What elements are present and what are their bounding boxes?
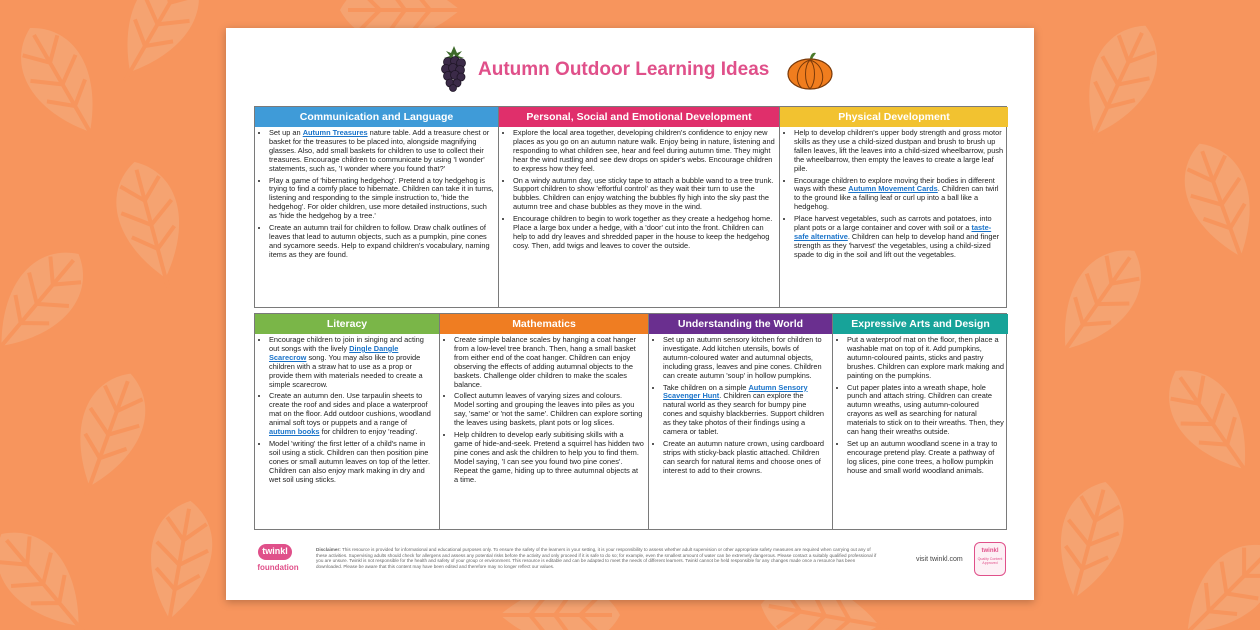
blackberry-icon bbox=[438, 44, 470, 92]
list-item: • Collect autumn leaves of varying sizes and colours. Model sorting and grouping the leaves into piles as you say, 'same' or 'not the same'. Children can explore sorting the leaves using baskets, plant pots or log slices. bbox=[454, 392, 644, 428]
area-heading: Mathematics bbox=[440, 314, 648, 334]
autumn-treasures-link[interactable]: Autumn Treasures bbox=[302, 128, 368, 137]
page-title: Autumn Outdoor Learning Ideas bbox=[478, 59, 770, 80]
autumn-scavenger-hunt-link[interactable]: Autumn Sensory Scavenger Hunt bbox=[663, 382, 808, 401]
list-item: • Encourage children to begin to work together as they create a hedgehog home. Place a large box under a hedge, with a 'door' cut into the front. Children can help to add dry leaves and shredded paper in the house to keep the hedgehog cosy. Then, add twigs and leaves to cover the outside. bbox=[513, 215, 775, 251]
list-item: • Take children on a simple Autumn Sensory Scavenger Hunt. Children can explore the natural world as they search for bumpy pine cones and squishy blackberries. Support children as they take photos of their findings using a camera or tablet. bbox=[663, 384, 828, 437]
list-item: • Create an autumn trail for children to follow. Draw chalk outlines of leaves that lead to autumn objects, such as a pumpkin, pine cones and sycamore seeds. Help to expand children's vocabulary, naming items as they are found. bbox=[269, 224, 494, 260]
area-heading: Expressive Arts and Design bbox=[833, 314, 1008, 334]
quality-approved-seal: twinkl Quality Content Approved bbox=[974, 542, 1006, 576]
list-item: • Encourage children to explore moving their bodies in different ways with these Autumn Movement Cards. Children can twirl to the ground like a falling leaf or curl up into a ball like a hedgehog. bbox=[794, 177, 1004, 213]
list-item: • Explore the local area together, developing children's confidence to enjoy new places as you go on an autumn nature walk. Enjoy being in nature, listening and responding to what children see, hear and feel during autumn time. They might hear the wind rustling and see dew drops on spider's webs. Encourage children to express how they feel. bbox=[513, 129, 775, 174]
area-literacy bbox=[255, 314, 440, 529]
area-communication-language bbox=[255, 107, 499, 307]
list-item: • Model 'writing' the first letter of a child's name in soil using a stick. Children can then position pine cones or small autumn leaves on top of the letter. Children can also enjoy mark making in dry and wet soil using sticks. bbox=[269, 440, 435, 485]
area-mathematics bbox=[440, 314, 649, 529]
disclaimer-text: Disclaimer: This resource is provided for informational and educational purposes only. To ensure the safety of the learners in your setting, it is your responsibility to assess whether adult supervision or other appropriate safety measures are required when carrying out any of these activities. Supervising adults should check for allergens and assess any potential risks before the activity and only proceed if it is safe to do so; for example, even the smallest amount of water can be extremely dangerous. Please contact a suitably qualified professional if you are unsure. Twinkl is not responsible for the health and safety of your group or environment. This resource is editable and can be adapted to meet the needs of different learners. Twinkl cannot be held responsible for any changes made once a resource has been downloaded. Please be aware that this content may have been edited and therefore may no longer reflect our values. bbox=[316, 547, 877, 569]
dingle-dangle-scarecrow-link[interactable]: Dingle Dangle Scarecrow bbox=[269, 343, 399, 362]
list-item: • Create an autumn den. Use tarpaulin sheets to create the roof and sides and place a waterproof mat on the floor. Add outdoor cushions, woodland animal soft toys or puppets and a range of autumn books for children to enjoy 'reading'. bbox=[269, 392, 435, 437]
list-item: • Place harvest vegetables, such as carrots and potatoes, into plant pots or a large container and cover with soil or a taste-safe alternative. Children can help to develop hand and finger strength as they 'harvest' the vegetables, using a child-sized spade to dig in the soil and lift out the vegetables. bbox=[794, 215, 1004, 260]
area-expressive-arts bbox=[833, 314, 1008, 529]
bottom-areas-table bbox=[254, 313, 1007, 530]
autumn-movement-cards-link[interactable]: Autumn Movement Cards bbox=[848, 184, 938, 194]
list-item: • Help to develop children's upper body strength and gross motor skills as they use a child-sized dustpan and brush to brush up fallen leaves, lift the leaves into a child-sized wheelbarrow, push the wheelbarrow, then empty the leaves to create a large leaf pile. bbox=[794, 129, 1004, 174]
list-item: • Play a game of 'hibernating hedgehog'. Pretend a toy hedgehog is trying to find a comfy place to hibernate. Children can take it in turns, listening and responding to the simple instruction to, 'hide the hedgehog'. For older children, use more detailed instructions, such as 'hide the hedgehog by a tree.' bbox=[269, 177, 494, 222]
list-item: • Cut paper plates into a wreath shape, hole punch and attach string. Children can create autumn wreaths, using autumn-coloured crayons as well as searching for natural materials to stick on to their wreaths. Then, they can hang their wreaths outside. bbox=[847, 384, 1004, 437]
list-item: • Help children to develop early subitising skills with a game of hide-and-seek. Pretend a squirrel has hidden two pine cones and ask the children to help you to find them. Model saying, 'I can see you found two pine cones'. Repeat the game, hiding up to three autumnal objects at a time. bbox=[454, 431, 644, 484]
list-item: • Create simple balance scales by hanging a coat hanger from a low-level tree branch. Then, hang a small basket from either end of the coat hanger. Children can enjoy observing the effects of adding autumnal objects to the baskets. Challenge older children to make the scales balance. bbox=[454, 336, 644, 389]
autumn-books-link[interactable]: autumn books bbox=[269, 427, 320, 437]
area-heading: Literacy bbox=[255, 314, 439, 334]
area-psed bbox=[499, 107, 780, 307]
list-item: • Create an autumn nature crown, using cardboard strips with sticky-back plastic attached. Children can search for natural items and choose ones of interest to add to their crowns. bbox=[663, 440, 828, 476]
list-item: • On a windy autumn day, use sticky tape to attach a bubble wand to a tree trunk. Support children to show 'effortful control' as they wait their turn to use the bubbles. Children can enjoy watching the bubbles fly high into the sky past the autumn tree and chase bubbles as they move in the wind. bbox=[513, 177, 775, 213]
list-item: • Encourage children to join in singing and acting out songs with the lively Dingle Dangle Scarecrow song. You may also like to provide children with a straw hat to use as a prop or provide them with materials needed to create a simple scarecrow. bbox=[269, 336, 435, 389]
twinkl-foundation-logo: twinkl foundation bbox=[257, 546, 299, 572]
top-areas-table bbox=[254, 106, 1007, 308]
area-heading: Understanding the World bbox=[649, 314, 832, 334]
area-heading: Physical Development bbox=[780, 107, 1008, 127]
list-item: • Set up an autumn sensory kitchen for children to investigate. Add kitchen utensils, bowls of autumn-coloured water and autumnal objects, including grass, leaves and pine cones. Children can create autumn 'soup' in hollow pumpkins. bbox=[663, 336, 828, 381]
list-item: • Set up an Autumn Treasures nature table. Add a treasure chest or basket for the treasures to be placed into, alongside magnifying glasses. Also, add small baskets for children to use to collect their treasures. Encourage children to communicate by using 'I wonder' statements, such as, 'I wonder where you found that?' bbox=[269, 129, 494, 174]
pumpkin-icon bbox=[786, 52, 834, 90]
taste-safe-alternative-link[interactable]: taste-safe alternative bbox=[794, 223, 992, 241]
visit-twinkl-link[interactable]: visit twinkl.com bbox=[916, 556, 963, 563]
area-heading: Communication and Language bbox=[255, 107, 498, 127]
area-physical-development bbox=[780, 107, 1008, 307]
document-page bbox=[226, 28, 1034, 600]
page-footer bbox=[254, 542, 1014, 582]
area-understanding-world bbox=[649, 314, 833, 529]
list-item: • Set up an autumn woodland scene in a tray to encourage pretend play. Create a pathway of log slices, pine cone trees, a hollow pumpkin house and small world woodland animals. bbox=[847, 440, 1004, 476]
list-item: • Put a waterproof mat on the floor, then place a washable mat on top of it. Add pumpkins, autumn-coloured paints, sticks and pastry brushes. Children can explore mark making and painting on the pumpkins. bbox=[847, 336, 1004, 381]
area-heading: Personal, Social and Emotional Development bbox=[499, 107, 779, 127]
